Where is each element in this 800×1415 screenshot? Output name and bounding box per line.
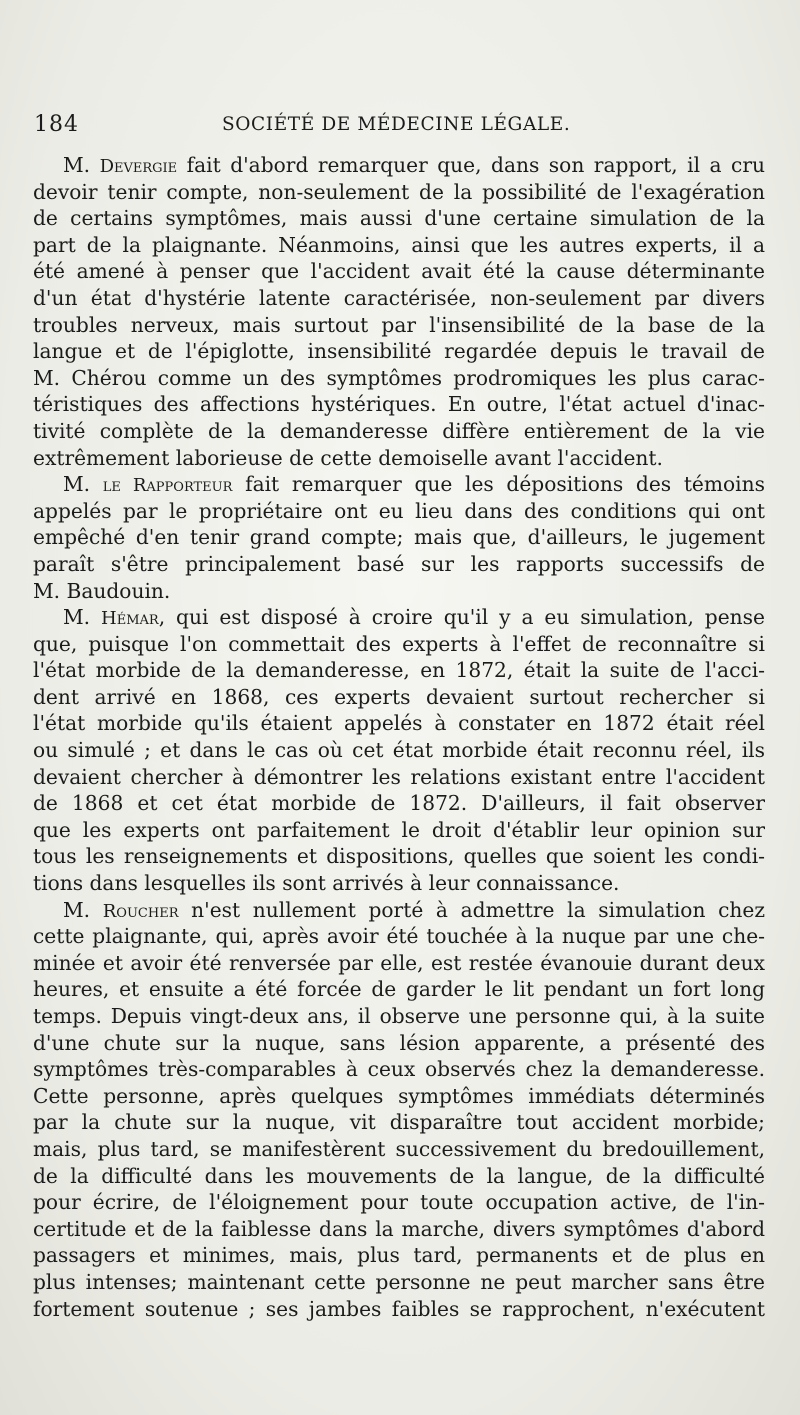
text-line: mais, plus tard, se manifestèrent successivement du bredouillement, <box>33 1136 765 1161</box>
text-line: l'état morbide qu'ils étaient appelés à constater en 1872 était réel <box>33 711 765 736</box>
text-line: pour écrire, de l'éloignement pour toute occupation active, de l'in- <box>33 1190 765 1215</box>
text-line: passagers et minimes, mais, plus tard, permanents et de plus en <box>33 1243 765 1268</box>
speaker-name: Roucher <box>102 900 179 922</box>
text-line: de la difficulté dans les mouvements de la langue, de la difficulté <box>33 1163 765 1188</box>
speaker-name: le Rapporteur <box>102 475 233 497</box>
text-line: temps. Depuis vingt-deux ans, il observe une personne qui, à la suite <box>33 1004 765 1028</box>
text-line: d'une chute sur la nuque, sans lésion apparente, a présenté des <box>33 1030 765 1055</box>
speaker-name: Devergie <box>99 156 178 177</box>
text-line: tivité complète de la demanderesse diffère entièrement de la vie <box>33 418 765 443</box>
text-line: été amené à penser que l'accident avait été la cause déterminante <box>33 259 765 284</box>
text-line: part de la plaignante. Néanmoins, ainsi que les autres experts, il a <box>33 232 765 257</box>
text-line: que, puisque l'on commettait des experts à l'effet de reconnaître si <box>33 631 765 656</box>
text-line: extrêmement laborieuse de cette demoiselle avant l'accident. <box>33 445 663 470</box>
text-line: langue et de l'épiglotte, insensibilité regardée depuis le travail de <box>33 339 765 364</box>
text-line: l'état morbide de la demanderesse, en 1872, était la suite de l'acci- <box>33 658 765 683</box>
text-line: troubles nerveux, mais surtout par l'insensibilité de la base de la <box>33 312 765 337</box>
body-text <box>33 152 765 1322</box>
text-line: de 1868 et cet état morbide de 1872. D'ailleurs, il fait observer <box>33 791 765 816</box>
text-line: appelés par le propriétaire ont eu lieu dans des conditions qui ont <box>33 498 765 523</box>
text-line: dent arrivé en 1868, ces experts devaient surtout rechercher si <box>33 684 765 709</box>
text-line: par la chute sur la nuque, vit disparaître tout accident morbide; <box>33 1110 765 1135</box>
text-line: M. le Rapporteur fait remarquer que les dépositions des témoins <box>63 472 765 497</box>
text-line: cette plaignante, qui, après avoir été touchée à la nuque par une che- <box>33 924 765 949</box>
text-line: Cette personne, après quelques symptômes immédiats déterminés <box>33 1083 765 1108</box>
text-line: minée et avoir été renversée par elle, est restée évanouie durant deux <box>33 950 765 975</box>
text-line: tions dans lesquelles ils sont arrivés à leur connaissance. <box>33 871 620 896</box>
text-line: plus intenses; maintenant cette personne ne peut marcher sans être <box>33 1269 765 1294</box>
text-line: M. Roucher n'est nullement porté à admettre la simulation chez <box>63 897 765 922</box>
text-line: certitude et de la faiblesse dans la marche, divers symptômes d'abord <box>33 1216 765 1241</box>
text-line: ou simulé ; et dans le cas où cet état morbide était reconnu réel, ils <box>33 738 765 763</box>
text-line: paraît s'être principalement basé sur les rapports successifs de <box>33 551 765 576</box>
text-line: M. Devergie fait d'abord remarquer que, dans son rapport, il a cru <box>63 153 765 177</box>
text-line: téristiques des affections hystériques. En outre, l'état actuel d'inac- <box>33 392 765 417</box>
page-number: 184 <box>34 112 79 137</box>
text-line: empêché d'en tenir grand compte; mais que, d'ailleurs, le jugement <box>33 525 765 550</box>
text-line: M. Baudouin. <box>33 578 171 603</box>
text-line: M. Hémar, qui est disposé à croire qu'il y a eu simulation, pense <box>63 605 765 630</box>
text-line: heures, et ensuite a été forcée de garder le lit pendant un fort long <box>33 977 765 1002</box>
text-line: de certains symptômes, mais aussi d'une certaine simulation de la <box>33 206 765 231</box>
text-line: que les experts ont parfaitement le droit d'établir leur opinion sur <box>33 817 765 842</box>
text-line: devoir tenir compte, non-seulement de la possibilité de l'exagération <box>33 179 765 204</box>
text-line: fortement soutenue ; ses jambes faibles se rapprochent, n'exécutent <box>33 1296 765 1321</box>
text-line: M. Chérou comme un des symptômes prodromiques les plus carac- <box>33 365 765 390</box>
text-line: symptômes très-comparables à ceux observés chez la demanderesse. <box>33 1057 765 1082</box>
text-line: d'un état d'hystérie latente caractérisée, non-seulement par divers <box>33 285 765 310</box>
page-header <box>34 112 764 142</box>
speaker-name: Hémar <box>101 608 159 630</box>
text-line: tous les renseignements et dispositions, quelles que soient les condi- <box>33 844 765 869</box>
running-head: SOCIÉTÉ DE MÉDECINE LÉGALE. <box>222 114 571 135</box>
text-line: devaient chercher à démontrer les relations existant entre l'accident <box>33 764 765 789</box>
